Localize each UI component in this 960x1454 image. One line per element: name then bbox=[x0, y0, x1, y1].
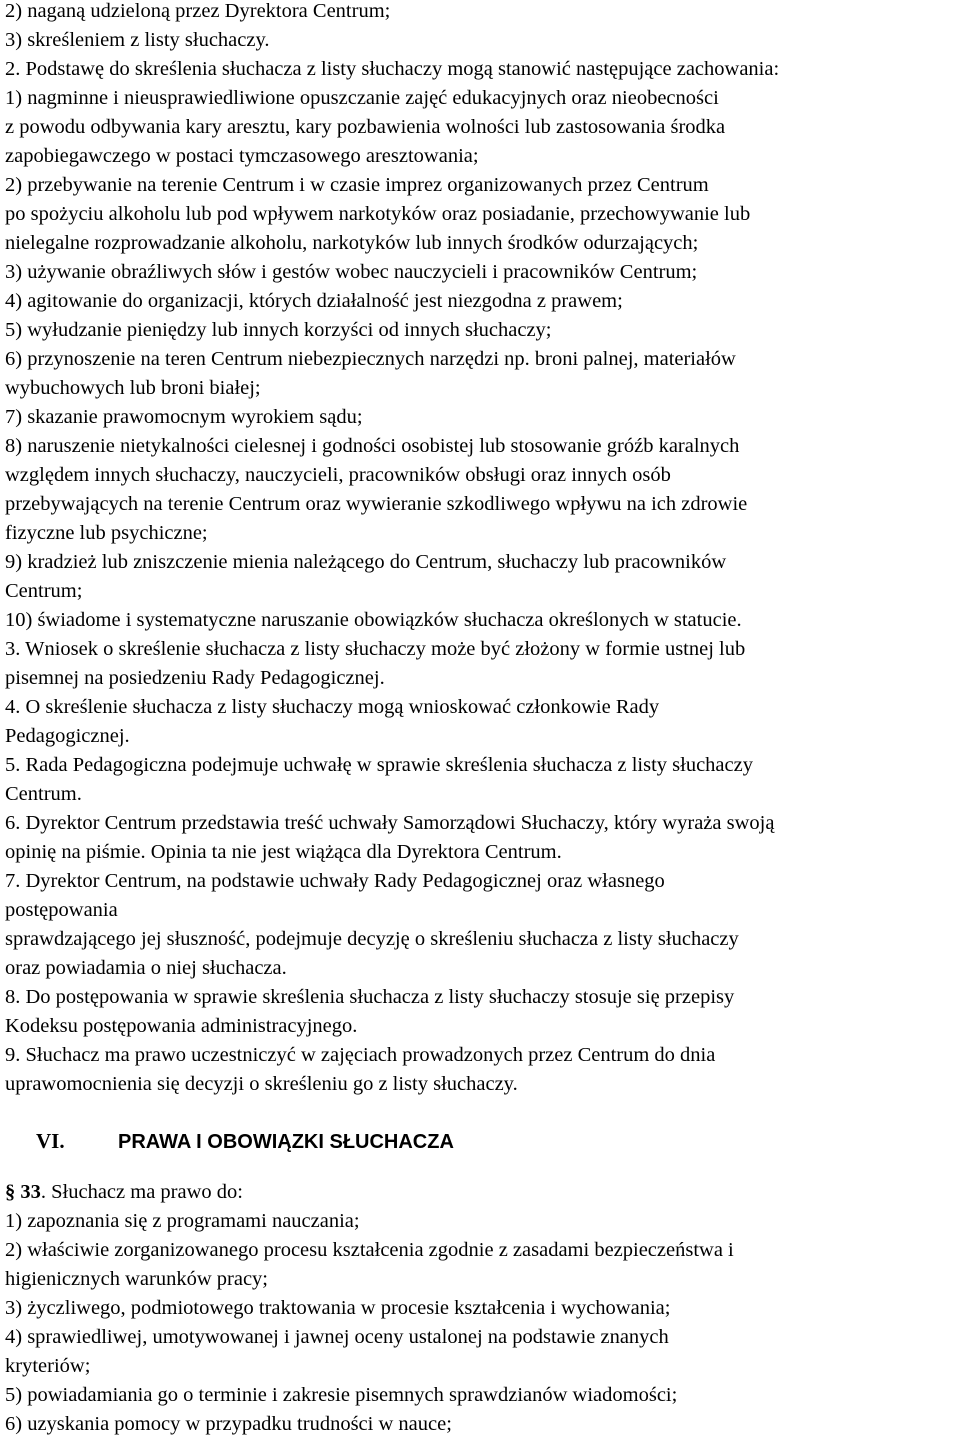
text-line: wybuchowych lub broni białej; bbox=[5, 377, 261, 399]
document-page bbox=[5, 0, 957, 1439]
text-line: 5. Rada Pedagogiczna podejmuje uchwałę w sprawie skreślenia słuchacza z listy słuchaczy bbox=[5, 754, 753, 776]
text-line: 3) skreśleniem z listy słuchaczy. bbox=[5, 29, 270, 51]
text-line: opinię na piśmie. Opinia ta nie jest wiążąca dla Dyrektora Centrum. bbox=[5, 841, 562, 863]
text-line: 5) powiadamiania go o terminie i zakresie pisemnych sprawdzianów wiadomości; bbox=[5, 1384, 678, 1406]
text-line: 9. Słuchacz ma prawo uczestniczyć w zajęciach prowadzonych przez Centrum do dnia bbox=[5, 1044, 716, 1066]
text-line: oraz powiadamia o niej słuchacza. bbox=[5, 957, 287, 979]
text-line: 2) naganą udzieloną przez Dyrektora Centrum; bbox=[5, 0, 391, 22]
regulation-text-top bbox=[5, 0, 957, 1099]
text-line: 4) sprawiedliwej, umotywowanej i jawnej oceny ustalonej na podstawie znanych bbox=[5, 1326, 669, 1348]
text-line: 7. Dyrektor Centrum, na podstawie uchwały Rady Pedagogicznej oraz własnego bbox=[5, 870, 665, 892]
paragraph-sign-icon: § bbox=[5, 1181, 16, 1203]
text-line: higienicznych warunków pracy; bbox=[5, 1268, 268, 1290]
text-line: uprawomocnienia się decyzji o skreśleniu go z listy słuchaczy. bbox=[5, 1073, 518, 1095]
text-line: 3) używanie obraźliwych słów i gestów wobec nauczycieli i pracowników Centrum; bbox=[5, 261, 698, 283]
chapter-number: VI. bbox=[36, 1129, 65, 1153]
text-line: zapobiegawczego w postaci tymczasowego aresztowania; bbox=[5, 145, 479, 167]
text-line: 1) zapoznania się z programami nauczania; bbox=[5, 1210, 360, 1232]
text-line: nielegalne rozprowadzanie alkoholu, narkotyków lub innych środków odurzających; bbox=[5, 232, 699, 254]
text-line: Kodeksu postępowania administracyjnego. bbox=[5, 1015, 358, 1037]
text-line: Centrum; bbox=[5, 580, 83, 602]
text-line: 8) naruszenie nietykalności cielesnej i godności osobistej lub stosowanie gróźb karalnych bbox=[5, 435, 740, 457]
text-line: 6. Dyrektor Centrum przedstawia treść uchwały Samorządowi Słuchaczy, który wyraża swoją bbox=[5, 812, 775, 834]
text-line: 9) kradzież lub zniszczenie mienia należącego do Centrum, słuchaczy lub pracowników bbox=[5, 551, 727, 573]
text-line: 1) nagminne i nieusprawiedliwione opuszczanie zajęć edukacyjnych oraz nieobecności bbox=[5, 87, 719, 109]
text-line: 3) życzliwego, podmiotowego traktowania w procesie kształcenia i wychowania; bbox=[5, 1297, 671, 1319]
text-line: 2) właściwie zorganizowanego procesu kształcenia zgodnie z zasadami bezpieczeństwa i bbox=[5, 1239, 734, 1261]
regulation-text-bottom bbox=[5, 1207, 957, 1439]
section-text: . Słuchacz ma prawo do: bbox=[40, 1181, 243, 1203]
text-line: z powodu odbywania kary aresztu, kary pozbawienia wolności lub zastosowania środka bbox=[5, 116, 726, 138]
text-line: po spożyciu alkoholu lub pod wpływem narkotyków oraz posiadanie, przechowywanie lub bbox=[5, 203, 751, 225]
text-line: 4. O skreślenie słuchacza z listy słuchaczy mogą wnioskować członkowie Rady bbox=[5, 696, 660, 718]
text-line: względem innych słuchaczy, nauczycieli, pracowników obsługi oraz innych osób bbox=[5, 464, 671, 486]
text-line: 4) agitowanie do organizacji, których działalność jest niezgodna z prawem; bbox=[5, 290, 623, 312]
text-line: Pedagogicznej. bbox=[5, 725, 130, 747]
chapter-title: PRAWA I OBOWIĄZKI SŁUCHACZA bbox=[118, 1131, 454, 1153]
text-line: fizyczne lub psychiczne; bbox=[5, 522, 208, 544]
text-line: Centrum. bbox=[5, 783, 82, 805]
text-line: przebywających na terenie Centrum oraz wywieranie szkodliwego wpływu na ich zdrowie bbox=[5, 493, 748, 515]
text-line: 7) skazanie prawomocnym wyrokiem sądu; bbox=[5, 406, 363, 428]
text-line: 2) przebywanie na terenie Centrum i w czasie imprez organizowanych przez Centrum bbox=[5, 174, 709, 196]
text-line: pisemnej na posiedzeniu Rady Pedagogicznej. bbox=[5, 667, 385, 689]
chapter-heading bbox=[5, 1115, 957, 1167]
section-intro bbox=[5, 1178, 957, 1207]
text-line: 5) wyłudzanie pieniędzy lub innych korzyści od innych słuchaczy; bbox=[5, 319, 552, 341]
text-line: 10) świadome i systematyczne naruszanie obowiązków słuchacza określonych w statucie. bbox=[5, 609, 742, 631]
text-line: sprawdzającego jej słuszność, podejmuje decyzję o skreśleniu słuchacza z listy słuchaczy bbox=[5, 928, 739, 950]
text-line: 6) uzyskania pomocy w przypadku trudności w nauce; bbox=[5, 1413, 452, 1435]
text-line: 6) przynoszenie na teren Centrum niebezpiecznych narzędzi np. broni palnej, materiałów bbox=[5, 348, 736, 370]
section-number: 33 bbox=[20, 1181, 41, 1203]
text-line: 3. Wniosek o skreślenie słuchacza z listy słuchaczy może być złożony w formie ustnej lub bbox=[5, 638, 746, 660]
text-line: 8. Do postępowania w sprawie skreślenia słuchacza z listy słuchaczy stosuje się przepisy bbox=[5, 986, 735, 1008]
text-line: 2. Podstawę do skreślenia słuchacza z listy słuchaczy mogą stanowić następujące zachowania: bbox=[5, 58, 780, 80]
text-line: kryteriów; bbox=[5, 1355, 91, 1377]
text-line: postępowania bbox=[5, 899, 118, 921]
